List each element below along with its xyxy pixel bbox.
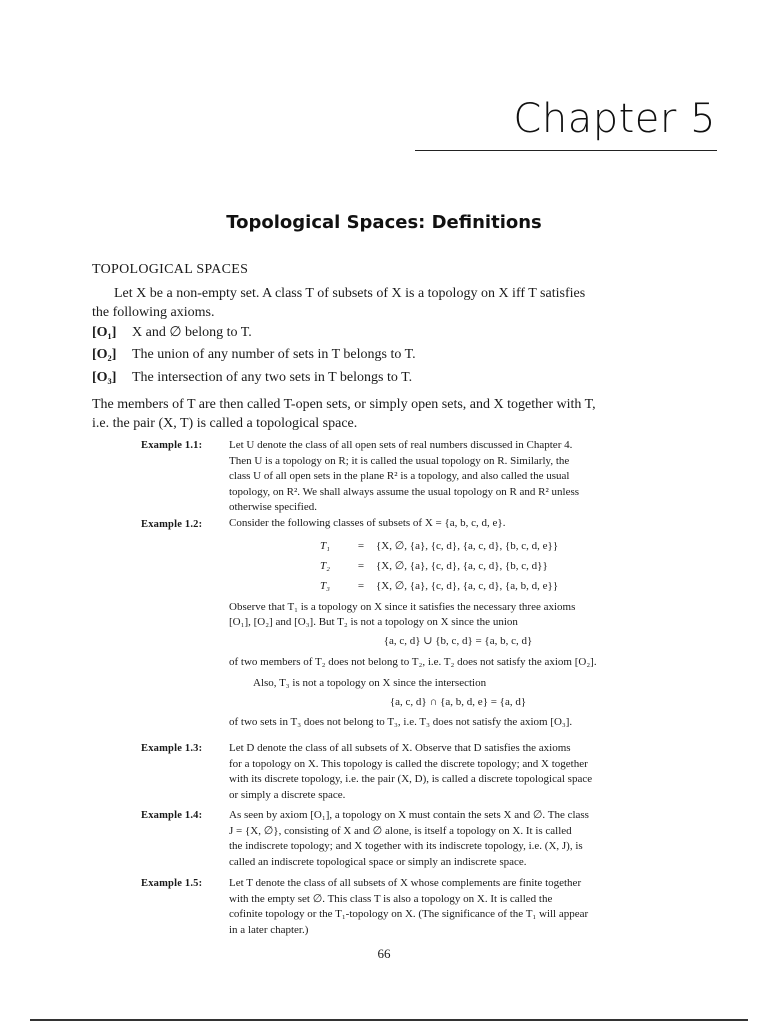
- equals-sign: =: [357, 560, 365, 572]
- chapter-rule: [415, 150, 717, 151]
- example-1-2-label: Example 1.2:: [141, 519, 203, 530]
- example-1-4-label: Example 1.4:: [141, 810, 203, 821]
- topology-t1: [320, 539, 558, 552]
- text-line: topology, on R². We shall always assume the usual topology on R and R² unless: [229, 485, 580, 498]
- text-line: the indiscrete topology; and X together with its indiscrete topology, i.e. (X, J), is: [229, 840, 583, 852]
- topology-name: T₂: [320, 560, 330, 572]
- bottom-rule: [30, 1019, 748, 1021]
- text-line: Then U is a topology on R; it is called the usual topology on R. Similarly, the: [229, 454, 570, 467]
- text-line: class U of all open sets in the plane R² is a topology, and also called the usual: [229, 470, 570, 482]
- topology-set: {X, ∅, {a}, {c, d}, {a, c, d}, {a, b, d, e}}: [376, 580, 559, 592]
- text-line: for a topology on X. This topology is called the discrete topology; and X together: [229, 757, 588, 770]
- topology-set: {X, ∅, {a}, {c, d}, {a, c, d}, {b, c, d, e}}: [376, 540, 559, 552]
- example-1-1-label: Example 1.1:: [141, 440, 203, 451]
- intersection-note: of two sets in T₃ does not belong to T₃, i.e. T₃ does not satisfy the axiom [O₃].: [229, 716, 573, 728]
- text-line: J = {X, ∅}, consisting of X and ∅ alone, is itself a topology on X. It is called: [229, 824, 572, 837]
- axiom-text: The union of any number of sets in T belongs to T.: [132, 347, 416, 362]
- text-line: Let U denote the class of all open sets of real numbers discussed in Chapter 4.: [229, 439, 573, 451]
- union-equation: {a, c, d} ∪ {b, c, d} = {a, b, c, d}: [383, 635, 533, 647]
- example-1-5-label: Example 1.5:: [141, 878, 203, 889]
- equals-sign: =: [357, 540, 365, 552]
- page-number: 66: [377, 946, 391, 961]
- axiom-tag: [O₂]: [92, 347, 117, 362]
- example-1-3-text: [229, 741, 687, 803]
- example-1-2-observe-1: Observe that T₁ is a topology on X since it satisfies the necessary three axioms: [229, 601, 576, 613]
- equals-sign: =: [357, 580, 365, 592]
- topology-set: {X, ∅, {a}, {c, d}, {a, c, d}, {b, c, d}}: [376, 560, 548, 572]
- intersection-equation: {a, c, d} ∩ {a, b, d, e} = {a, d}: [389, 696, 527, 708]
- axiom-o2: [92, 347, 416, 363]
- members-line-1: The members of T are then called T-open sets, or simply open sets, and X together with T,: [92, 397, 596, 412]
- topology-t2: [320, 559, 548, 572]
- text-line: Let D denote the class of all subsets of X. Observe that D satisfies the axioms: [229, 742, 571, 754]
- text-line: Let T denote the class of all subsets of X whose complements are finite together: [229, 877, 582, 889]
- example-1-2-observe-2: [O₁], [O₂] and [O₃]. But T₂ is not a topology on X since the union: [229, 616, 518, 628]
- axiom-text: The intersection of any two sets in T belongs to T.: [132, 370, 413, 385]
- example-1-2-intro: Consider the following classes of subsets of X = {a, b, c, d, e}.: [229, 517, 506, 529]
- section-heading: TOPOLOGICAL SPACES: [92, 262, 249, 277]
- section-title: Topological Spaces: Definitions: [226, 212, 542, 233]
- text-line: otherwise specified.: [229, 501, 317, 513]
- topology-name: T₃: [320, 580, 330, 592]
- text-line: cofinite topology or the T₁-topology on X. (The significance of the T₁ will appear: [229, 908, 589, 920]
- text-line: or simply a discrete space.: [229, 788, 346, 801]
- example-1-4-text: [229, 808, 687, 870]
- text-line: with the empty set ∅. This class T is also a topology on X. It is called the: [229, 892, 553, 905]
- axiom-o3: [92, 370, 412, 386]
- axiom-tag: [O₃]: [92, 370, 117, 385]
- text-line: As seen by axiom [O₁], a topology on X must contain the sets X and ∅. The class: [229, 809, 589, 821]
- text-line: in a later chapter.): [229, 923, 309, 936]
- axiom-tag: [O₁]: [92, 325, 117, 340]
- axiom-o1: [92, 324, 252, 341]
- example-1-1-text: [229, 438, 687, 516]
- intro-line-1: Let X be a non-empty set. A class T of subsets of X is a topology on X iff T satisfies: [114, 286, 586, 301]
- example-1-3-label: Example 1.3:: [141, 743, 203, 754]
- chapter-title: Chapter 5: [513, 96, 716, 142]
- text-line: called an indiscrete topological space or simply an indiscrete space.: [229, 855, 527, 868]
- topology-t3: [320, 579, 558, 592]
- intro-line-2: the following axioms.: [92, 305, 215, 320]
- members-line-2: i.e. the pair (X, T) is called a topological space.: [92, 416, 358, 431]
- example-1-5-text: [229, 876, 687, 938]
- example-1-2-also: Also, T₃ is not a topology on X since the intersection: [253, 677, 487, 689]
- axiom-text: X and ∅ belong to T.: [132, 325, 252, 340]
- topology-name: T₁: [320, 540, 330, 552]
- text-line: with its discrete topology, i.e. the pair (X, D), is called a discrete topological space: [229, 773, 593, 785]
- union-note: of two members of T₂ does not belong to T₂, i.e. T₂ does not satisfy the axiom [O₂].: [229, 656, 597, 668]
